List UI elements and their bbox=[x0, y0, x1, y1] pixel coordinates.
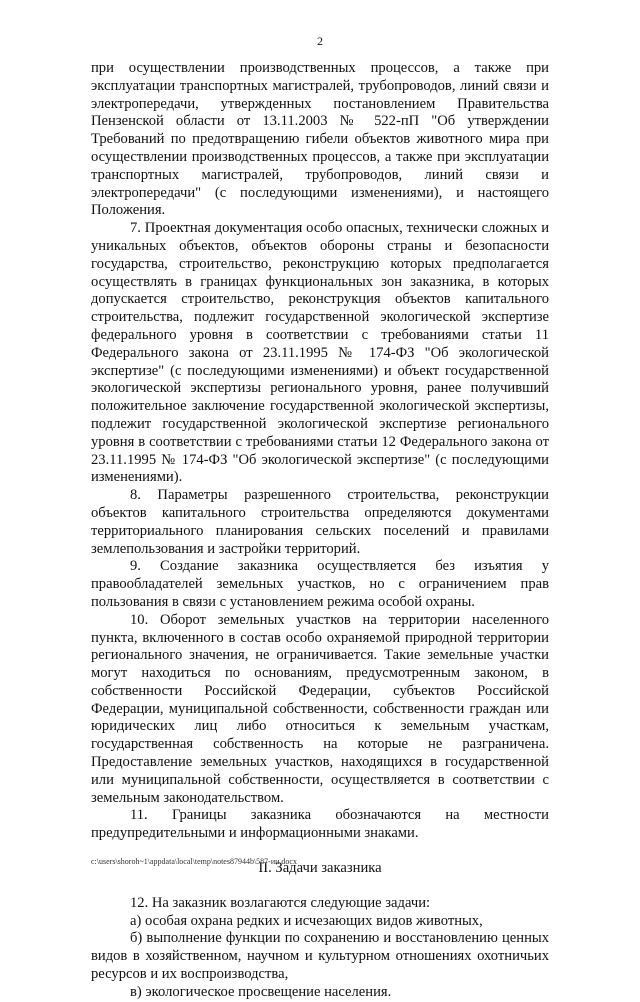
paragraph-10: 10. Оборот земельных участков на территории населенного пункта, включенного в состав особо охраняемой природной территории регионального значения, не ограничивается. Такие земельные участки могут находиться по основаниям, предусмотренным законом, в собственности Российской Федерации, субъектов Российской Федерации, муниципальной собственности, собственности граждан или юридических лиц либо относиться к земельным участкам, государственная собственность на которые не разграничена. Предоставление земельных участков, находящихся в государственной или муниципальной собственности, осуществляется в соответствии с земельным законодательством. bbox=[91, 611, 549, 806]
footer-file-path: c:\users\shoroh~1\appdata\local\temp\notes87944b\587-ии.docx bbox=[91, 857, 297, 866]
paragraph-7: 7. Проектная документация особо опасных, технически сложных и уникальных объектов, объектов обороны страны и безопасности государства, строительство, реконструкцию которых предполагается осуществлять в границах функциональных зон заказника, в которых допускается строительство, реконструкция объектов капитального строительства, подлежит государственной экологической экспертизе федерального уровня в соответствии с требованиями статьи 11 Федерального закона от 23.11.1995 № 174-ФЗ "Об экологической экспертизе" (с последующими изменениями) и объект государственной экологической экспертизы регионального уровня, ранее получивший положительное заключение государственной экологической экспертизы, подлежит государственной экологической экспертизе регионального уровня в соответствии с требованиями статьи 12 Федерального закона от 23.11.1995 № 174-ФЗ "Об экологической экспертизе" (с последующими изменениями). bbox=[91, 220, 549, 486]
task-item-b: б) выполнение функции по сохранению и восстановлению ценных видов в хозяйственном, научном и культурном отношениях охотничьих ресурсов и их воспроизводства, bbox=[91, 930, 549, 983]
section-title: II. Задачи заказника bbox=[258, 860, 382, 877]
paragraph-9: 9. Создание заказника осуществляется без изъятия у правообладателей земельных участков, но с ограничением прав пользования в связи с установлением режима особой охраны. bbox=[91, 558, 549, 610]
paragraph-continuation: при осуществлении производственных процессов, а также при эксплуатации транспортных магистралей, трубопроводов, линий связи и электропередачи, утвержденных постановлением Правительства Пензенской области от 13.11.2003 № 522-пП "Об утверждении Требований по предотвращению гибели объектов животного мира при осуществлении производственных процессов, а также при эксплуатации транспортных магистралей, трубопроводов, линий связи и электропередачи" (с последующими изменениями), и настоящего Положения. bbox=[91, 60, 549, 219]
page-number: 2 bbox=[317, 34, 323, 48]
task-item-a: а) особая охрана редких и исчезающих видов животных, bbox=[130, 912, 483, 929]
paragraph-11: 11. Границы заказника обозначаются на местности предупредительными и информационными знаками. bbox=[91, 807, 549, 842]
paragraph-8: 8. Параметры разрешенного строительства, реконструкции объектов капитального строительства определяются документами территориального планирования сельских поселений и правилами землепользования и застройки территорий. bbox=[91, 487, 549, 557]
task-intro: 12. На заказник возлагаются следующие задачи: bbox=[130, 894, 431, 911]
task-item-c: в) экологическое просвещение населения. bbox=[130, 983, 392, 1000]
